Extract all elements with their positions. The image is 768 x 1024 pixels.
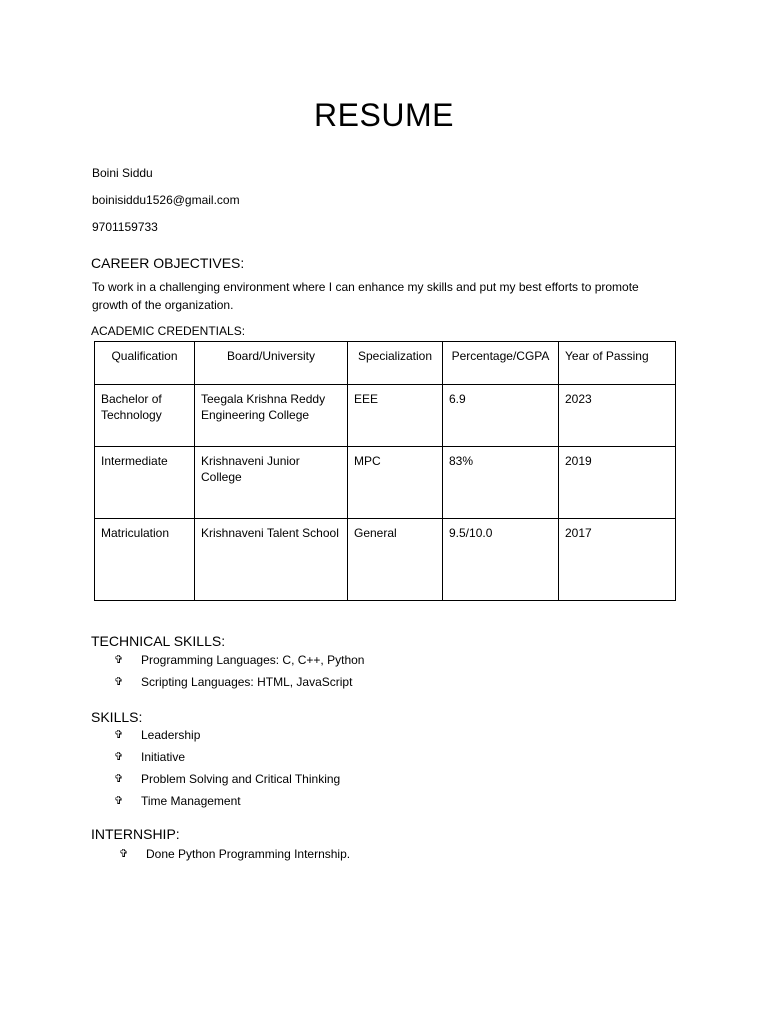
table-header-row — [95, 342, 676, 385]
list-item-text: Done Python Programming Internship. — [146, 847, 351, 861]
column-header-specialization: Specialization — [348, 342, 443, 385]
column-header-year-of-passing: Year of Passing — [559, 342, 676, 385]
cross-bullet-icon: ✞ — [114, 773, 124, 785]
column-header-percentage-cgpa: Percentage/CGPA — [443, 342, 559, 385]
cell-qualification: Intermediate — [95, 447, 195, 519]
cell-percentage-cgpa: 83% — [443, 447, 559, 519]
technical-skills-heading: TECHNICAL SKILLS: — [91, 633, 226, 649]
cell-percentage-cgpa: 9.5/10.0 — [443, 519, 559, 601]
table-row — [95, 447, 676, 519]
list-item-text: Problem Solving and Critical Thinking — [141, 772, 341, 786]
cross-bullet-icon: ✞ — [119, 848, 129, 860]
internship-list — [119, 843, 350, 865]
technical-skills-list — [114, 649, 364, 693]
cross-bullet-icon: ✞ — [114, 676, 124, 688]
academic-credentials-table-wrap — [94, 341, 676, 601]
cell-qualification: Matriculation — [95, 519, 195, 601]
list-item-text: Scripting Languages: HTML, JavaScript — [141, 675, 353, 689]
contact-name: Boini Siddu — [92, 166, 153, 180]
cell-qualification: Bachelor of Technology — [95, 385, 195, 447]
cell-specialization: MPC — [348, 447, 443, 519]
list-item-text: Leadership — [141, 728, 201, 742]
cell-board-university: Teegala Krishna Reddy Engineering College — [195, 385, 348, 447]
cross-bullet-icon: ✞ — [114, 795, 124, 807]
list-item — [119, 843, 350, 865]
list-item-text: Time Management — [141, 794, 241, 808]
cell-year-of-passing: 2019 — [559, 447, 676, 519]
academic-credentials-table — [94, 341, 676, 601]
column-header-qualification: Qualification — [95, 342, 195, 385]
internship-heading: INTERNSHIP: — [91, 826, 180, 842]
cell-year-of-passing: 2017 — [559, 519, 676, 601]
table-row — [95, 385, 676, 447]
cross-bullet-icon: ✞ — [114, 654, 124, 666]
list-item — [114, 671, 364, 693]
academic-credentials-heading: ACADEMIC CREDENTIALS: — [91, 324, 246, 338]
career-objectives-heading: CAREER OBJECTIVES: — [91, 255, 245, 271]
list-item-text: Initiative — [141, 750, 186, 764]
cell-percentage-cgpa: 6.9 — [443, 385, 559, 447]
contact-email: boinisiddu1526@gmail.com — [92, 193, 240, 207]
cell-year-of-passing: 2023 — [559, 385, 676, 447]
list-item — [114, 746, 340, 768]
list-item — [114, 768, 340, 790]
career-objectives-text: To work in a challenging environment where I can enhance my skills and put my best efforts to promote growth of the organization. — [92, 280, 639, 312]
list-item — [114, 724, 340, 746]
skills-heading: SKILLS: — [91, 709, 143, 725]
contact-phone: 9701159733 — [92, 220, 158, 234]
list-item — [114, 790, 340, 812]
cross-bullet-icon: ✞ — [114, 729, 124, 741]
cell-board-university: Krishnaveni Talent School — [195, 519, 348, 601]
cross-bullet-icon: ✞ — [114, 751, 124, 763]
skills-list — [114, 724, 340, 812]
table-row — [95, 519, 676, 601]
cell-specialization: EEE — [348, 385, 443, 447]
column-header-board-university: Board/University — [195, 342, 348, 385]
cell-board-university: Krishnaveni Junior College — [195, 447, 348, 519]
list-item-text: Programming Languages: C, C++, Python — [141, 653, 365, 667]
page-title: RESUME — [314, 97, 454, 133]
cell-specialization: General — [348, 519, 443, 601]
list-item — [114, 649, 364, 671]
